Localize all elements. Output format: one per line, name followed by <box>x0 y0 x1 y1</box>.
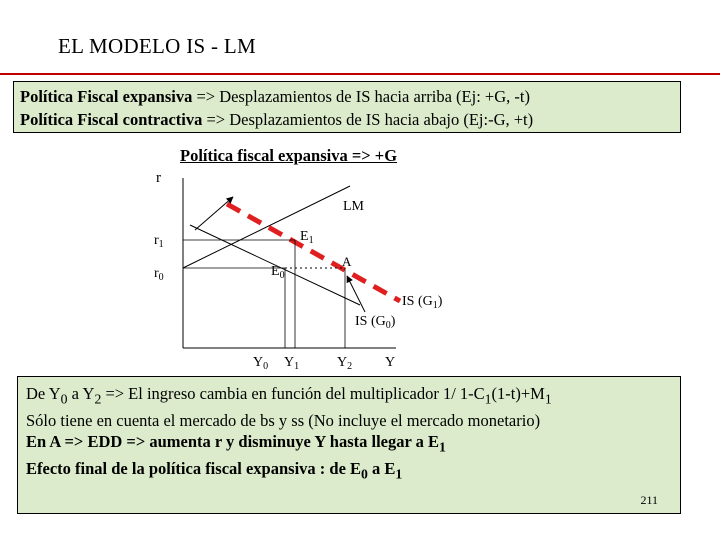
is-g0-label: IS $(G_0)$ <box>355 314 396 331</box>
y-axis-label: r <box>156 170 161 186</box>
slide-title: EL MODELO IS - LM <box>58 34 256 58</box>
contractive-policy-term: Política Fiscal contractiva <box>20 110 203 129</box>
explanation-line-2: Sólo tiene en cuenta el mercado de bs y ss (No incluye el mercado monetario) <box>26 410 541 430</box>
is-g1-label: IS $(G_1)$ <box>402 294 443 311</box>
arrow-to-is-g1 <box>195 197 233 230</box>
e1-label: $E_1$ <box>300 229 314 246</box>
explanation-box <box>17 376 681 514</box>
y2-label: $Y_2$ <box>337 355 353 372</box>
expansive-policy-desc: => Desplazamientos de IS hacia arriba (Ej: +G, -t) <box>192 87 530 106</box>
e0-label: $E_0$ <box>271 264 285 281</box>
lm-curve <box>183 186 350 268</box>
diagram-title: Política fiscal expansiva => +G <box>180 146 398 165</box>
expansive-policy-term: Política Fiscal expansiva <box>20 87 193 106</box>
y0-label: $Y_0$ <box>253 355 269 372</box>
page-number: 211 <box>640 492 658 507</box>
explanation-line-4: Efecto final de la política fiscal expansiva : de $E_0$ a $E_1$ <box>26 459 403 482</box>
y1-label: $Y_1$ <box>284 355 300 372</box>
r1-label: $r_1$ <box>154 233 164 250</box>
r0-label: $r_0$ <box>154 266 164 283</box>
is-g1-curve <box>227 204 400 301</box>
explanation-line-3: En A => EDD => aumenta r y disminuye Y hasta llegar a $E_1$ <box>26 432 446 455</box>
x-axis-label: Y <box>385 355 396 370</box>
contractive-policy-desc: => Desplazamientos de IS hacia abajo (Ej:-G, +t) <box>202 110 534 129</box>
point-a-label: A <box>342 254 352 269</box>
explanation-line-1: De $Y_0$ a $Y_2 => El$ ingreso cambia en función del multiplicador 1/ $1-C_1(1-t)+M_1$ <box>26 384 552 407</box>
lm-label: LM <box>343 199 364 214</box>
